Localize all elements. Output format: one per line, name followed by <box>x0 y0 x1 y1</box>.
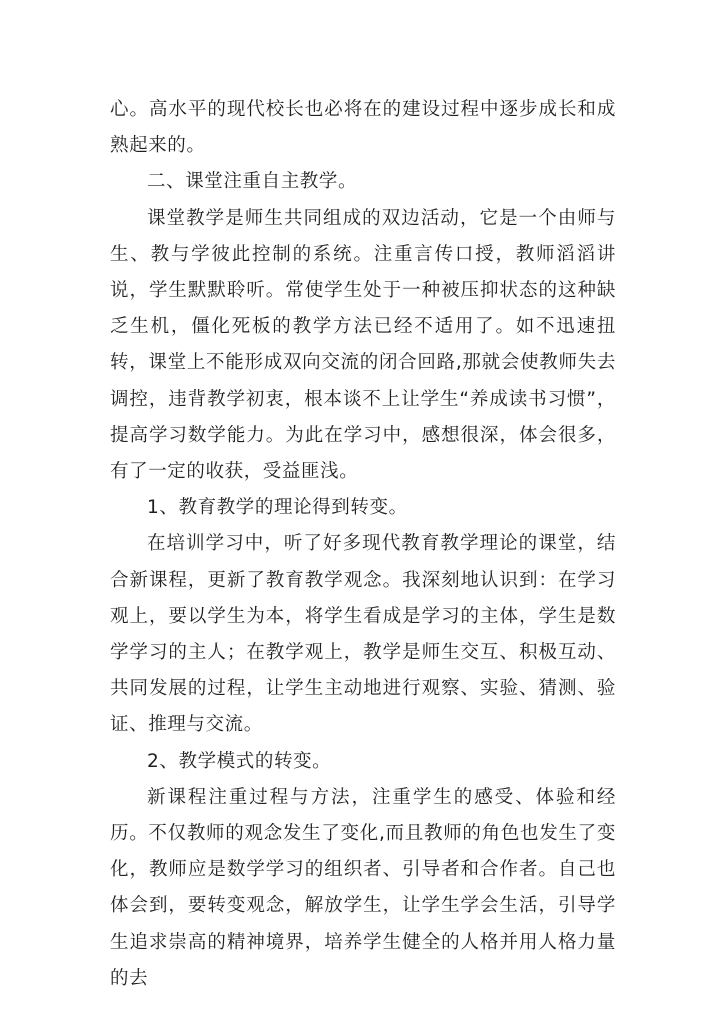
paragraph-continuation: 心。高水平的现代校长也必将在的建设过程中逐步成长和成熟起来的。 <box>110 99 616 157</box>
section-heading-classroom: 二、课堂注重自主教学。 <box>147 171 358 193</box>
document-body <box>110 92 616 997</box>
subheading-theory-change: 1、教育教学的理论得到转变。 <box>147 497 408 519</box>
subheading-mode-change: 2、教学模式的转变。 <box>147 750 332 772</box>
paragraph-classroom-teaching: 课堂教学是师生共同组成的双边活动，它是一个由师与生、教与学彼此控制的系统。注重言传口授，教师滔滔讲说，学生默默聆听。常使学生处于一种被压抑状态的这种缺乏生机，僵化死板的教学方法已经不适用了。如不迅速扭转，课堂上不能形成双向交流的闭合回路,那就会使教师失去调控，违背教学初衷，根本谈不上让学生“养成读书习惯”，提高学习数学能力。为此在学习中，感想很深，体会很多，有了一定的收获，受益匪浅。 <box>110 207 616 483</box>
paragraph-new-curriculum: 新课程注重过程与方法，注重学生的感受、体验和经历。不仅教师的观念发生了变化,而且教师的角色也发生了变化，教师应是数学学习的组织者、引导者和合作者。自己也体会到，要转变观念，解放学生，让学生学会生活，引导学生追求崇高的精神境界，培养学生健全的人格并用人格力量的去 <box>110 786 616 989</box>
paragraph-training-study: 在培训学习中，听了好多现代教育教学理论的课堂，结合新课程，更新了教育教学观念。我深刻地认识到：在学习观上，要以学生为本，将学生看成是学习的主体，学生是数学学习的主人；在教学观上，教学是师生交互、积极互动、共同发展的过程，让学生主动地进行观察、实验、猜测、验证、推理与交流。 <box>110 533 616 736</box>
